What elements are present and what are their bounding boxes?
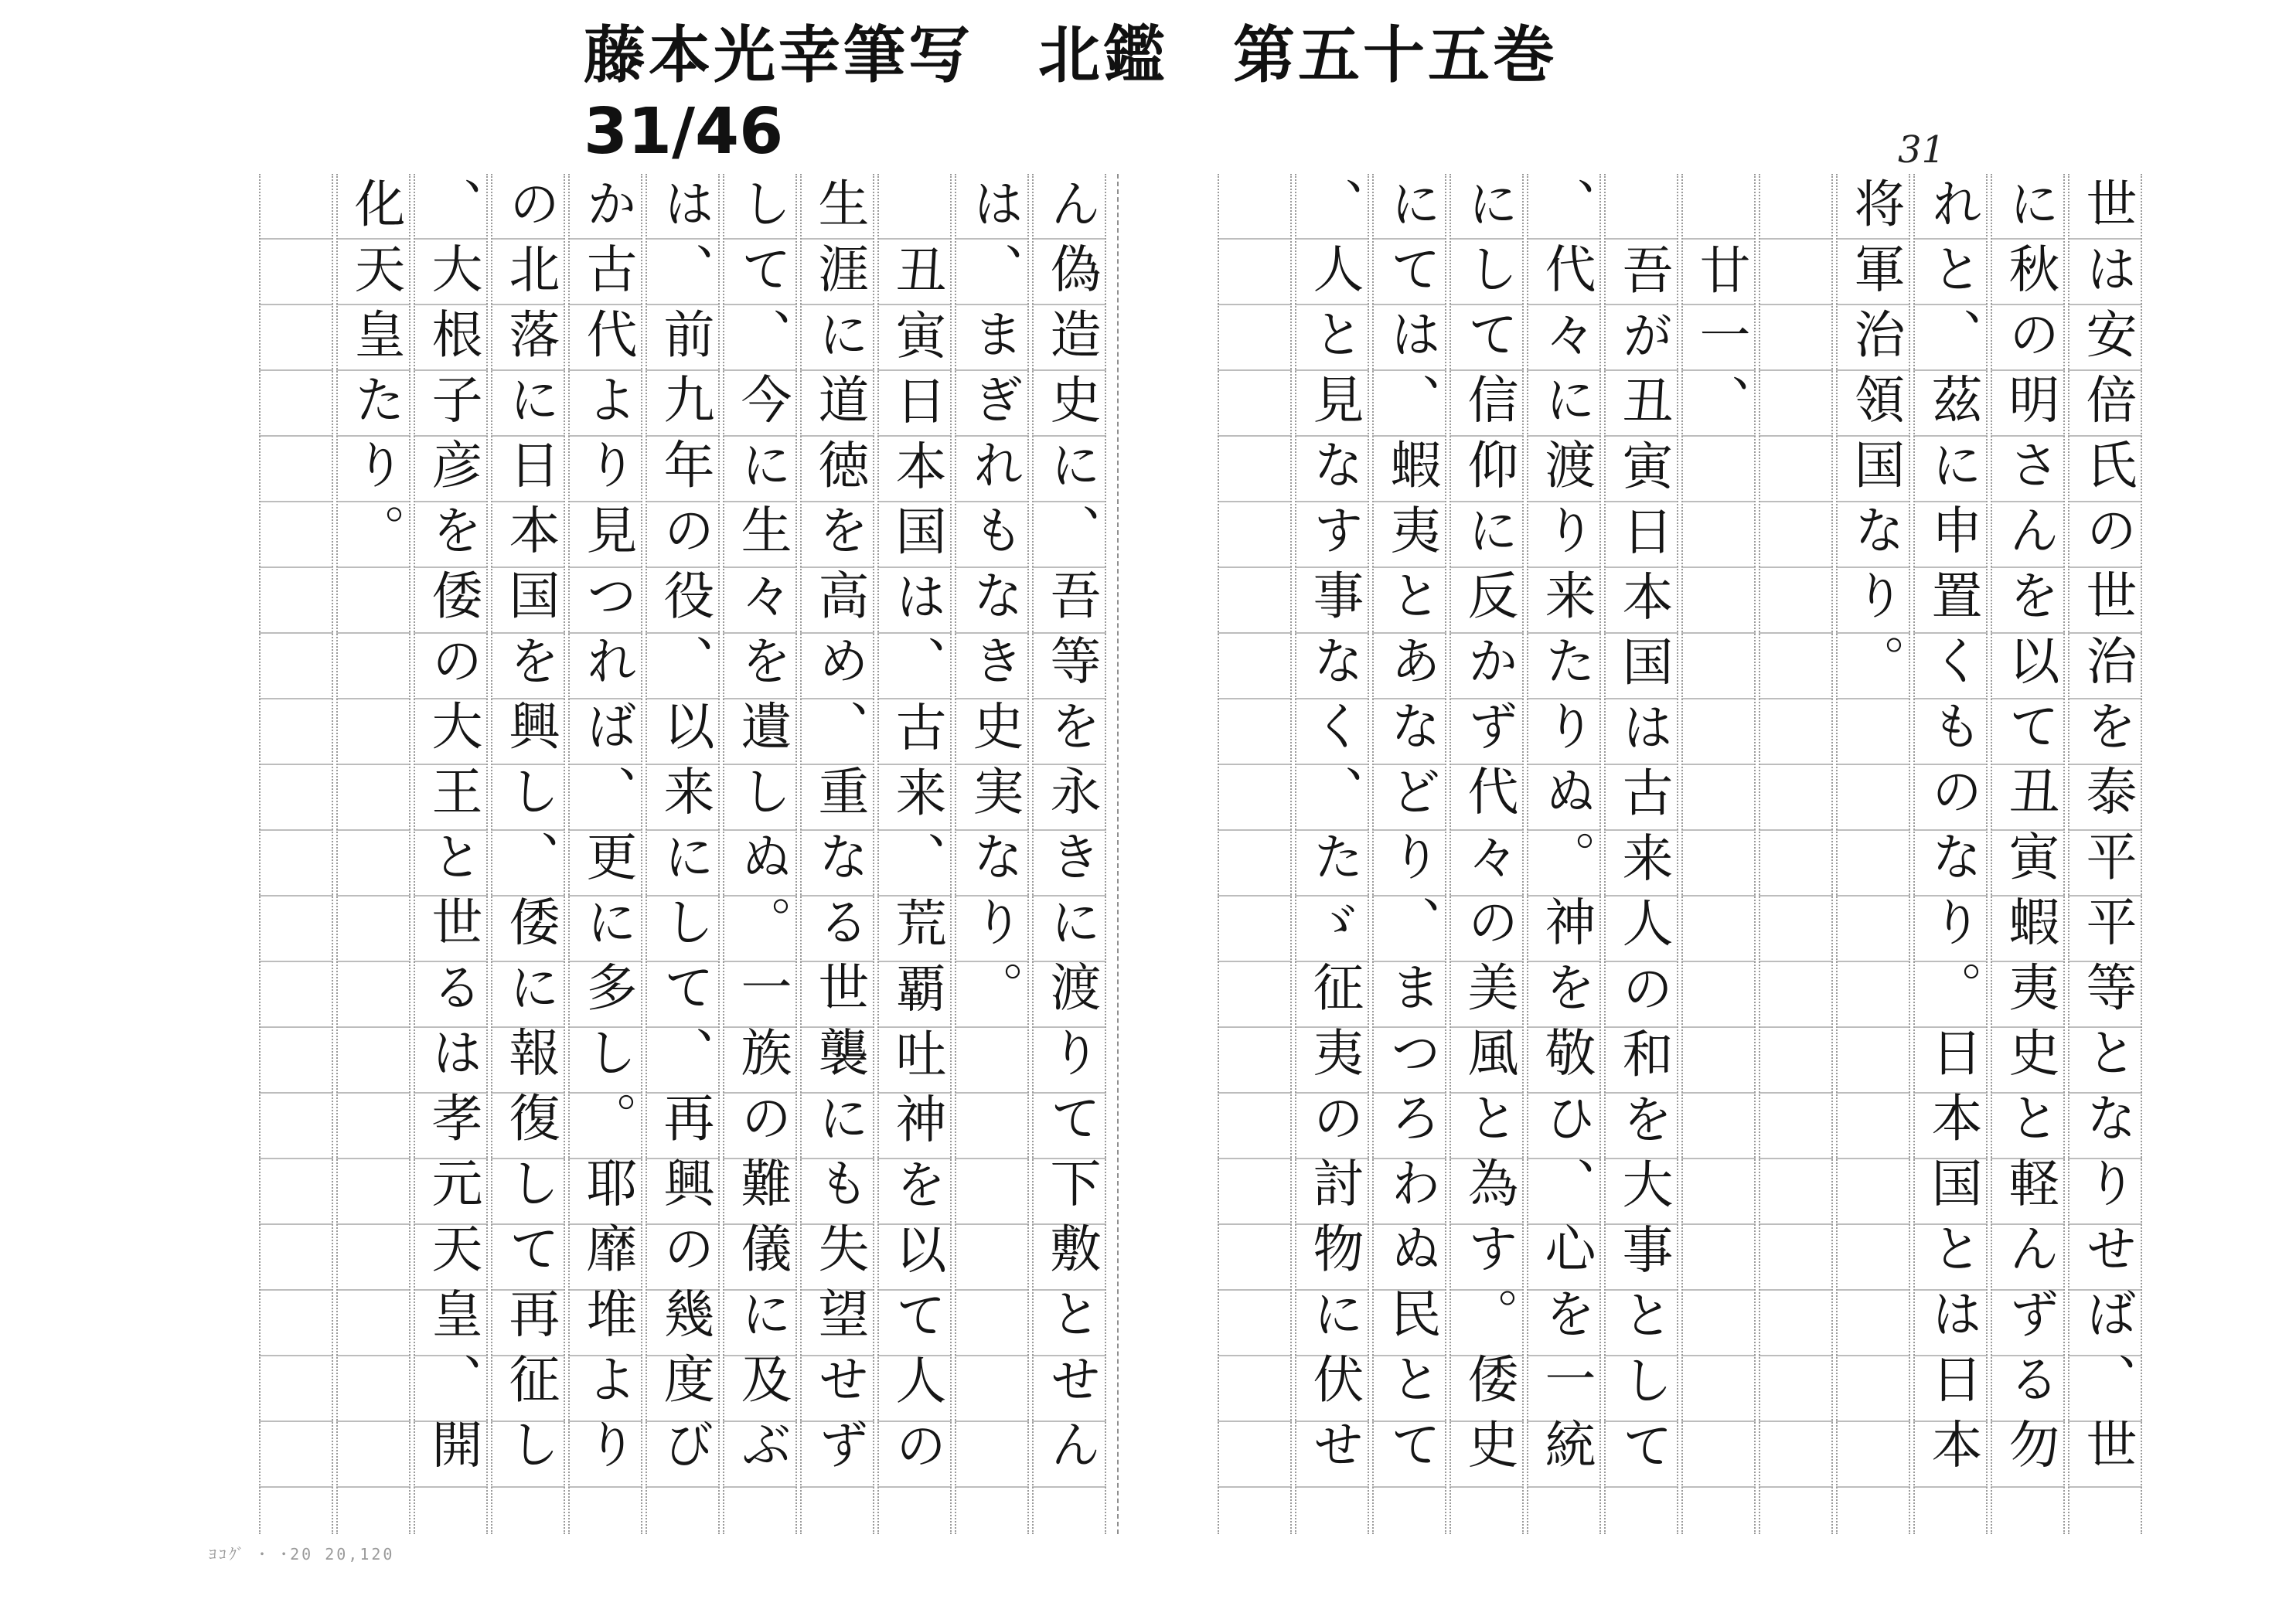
manuscript-column: [1836, 174, 1910, 1534]
manuscript-column: [800, 174, 874, 1534]
column-text: して、今に生々を遺しぬ。一族の難儀に及ぶ: [732, 177, 792, 1483]
manuscript-column: [1759, 174, 1833, 1534]
manuscript-sheet: [166, 174, 2145, 1538]
manuscript-column: [414, 174, 488, 1534]
column-text: れと、茲に申置くものなり。日本国とは日本: [1923, 177, 1982, 1483]
page-number: 31/46: [584, 95, 784, 168]
handwritten-page-number: 31: [1898, 128, 1946, 172]
manuscript-column: [568, 174, 642, 1534]
column-text: に秋の明さんを以て丑寅蝦夷史と軽んずる勿: [2000, 177, 2059, 1483]
manuscript-column: [1372, 174, 1446, 1534]
column-text: 、大根子彦を倭の大王と世るは孝元天皇、開: [423, 177, 482, 1483]
page-center-divider: [1117, 174, 1119, 1534]
manuscript-column: [1295, 174, 1369, 1534]
manuscript-column: [723, 174, 797, 1534]
manuscript-column: [1449, 174, 1524, 1534]
manuscript-column: [955, 174, 1029, 1534]
column-text: は、前九年の役、以来にして、再興の幾度び: [655, 177, 714, 1483]
column-text: は、まぎれもなき史実なり。: [964, 177, 1024, 1026]
column-text: 吾が丑寅日本国は古来人の和を大事として: [1613, 243, 1673, 1485]
manuscript-column: [1604, 174, 1678, 1534]
column-text: 生涯に道徳を高め、重なる世襲にも失望せず: [809, 177, 869, 1483]
manuscript-column: [1913, 174, 1988, 1534]
column-text: 化天皇たり。: [346, 177, 405, 569]
column-text: 、人と見なす事なく、たゞ征夷の討物に伏せ: [1304, 177, 1364, 1483]
manuscript-column: [336, 174, 410, 1534]
column-text: 世は安倍氏の世治を泰平平等となりせば、世: [2077, 177, 2137, 1483]
manuscript-column: [2068, 174, 2142, 1534]
form-code: ﾖｺｸﾞ ･ ･20 20,120: [209, 1545, 395, 1563]
manuscript-column: [1527, 174, 1601, 1534]
column-text: 、代々に渡り来たりぬ。神を敬ひ、心を一統: [1536, 177, 1596, 1483]
column-text: か古代より見つれば、更に多し。耶靡堆より: [577, 177, 637, 1483]
column-text: 将軍治領国なり。: [1845, 177, 1905, 699]
column-text: の北落に日本国を興し、倭に報復して再征し: [500, 177, 560, 1483]
column-text: 廿一、: [1691, 243, 1750, 440]
manuscript-column: [491, 174, 565, 1534]
manuscript-column: [1218, 174, 1292, 1534]
manuscript-column: [877, 174, 952, 1534]
manuscript-column: [1032, 174, 1106, 1534]
column-text: にては、蝦夷とあなどり、まつろわぬ民とて: [1381, 177, 1441, 1483]
column-text: にして信仰に反かず代々の美風と為す。倭史: [1459, 177, 1518, 1483]
column-text: 丑寅日本国は、古来、荒覇吐神を以て人の: [887, 243, 946, 1485]
manuscript-column: [259, 174, 333, 1534]
page-header: [584, 19, 1946, 172]
manuscript-column: [646, 174, 720, 1534]
column-text: ん偽造史に、吾等を永きに渡りて下敷とせん: [1041, 177, 1101, 1483]
manuscript-column: [1681, 174, 1756, 1534]
manuscript-column: [1991, 174, 2065, 1534]
document-title: 藤本光幸筆写 北鑑 第五十五巻: [584, 19, 1558, 91]
